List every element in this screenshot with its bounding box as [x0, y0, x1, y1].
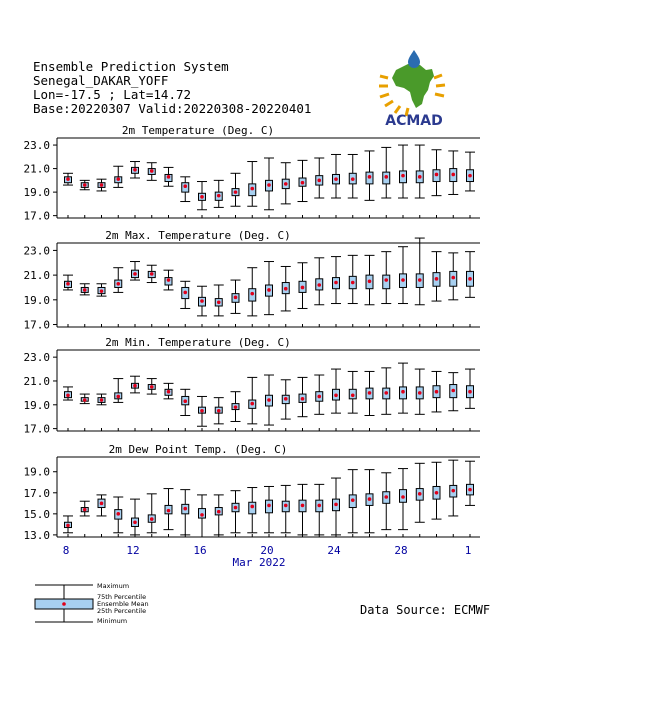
mean-marker	[451, 389, 455, 393]
system-title: Ensemble Prediction System	[33, 59, 229, 74]
mean-marker	[418, 492, 422, 496]
mean-marker	[267, 183, 271, 187]
y-tick-label: 21.0	[23, 374, 50, 388]
mean-marker	[234, 405, 238, 409]
mean-marker	[133, 168, 137, 172]
x-tick-label: 20	[260, 544, 274, 557]
mean-marker	[150, 385, 154, 389]
mean-marker	[351, 393, 355, 397]
legend-maximum: Maximum	[97, 582, 130, 590]
mean-marker	[116, 177, 120, 181]
mean-marker	[368, 175, 372, 179]
mean-marker	[217, 510, 221, 514]
mean-marker	[334, 393, 338, 397]
mean-marker	[284, 397, 288, 401]
x-tick-label: 28	[394, 544, 408, 557]
mean-marker	[200, 195, 204, 199]
legend-minimum: Minimum	[97, 617, 128, 625]
mean-marker	[284, 182, 288, 186]
mean-marker	[401, 390, 405, 394]
logo-text: ACMAD	[385, 113, 443, 128]
mean-marker	[66, 524, 70, 528]
station-name: Senegal_DAKAR_YOFF	[33, 73, 169, 88]
mean-marker	[351, 177, 355, 181]
mean-marker	[100, 289, 104, 293]
mean-marker	[267, 504, 271, 508]
mean-marker	[183, 291, 187, 295]
y-tick-label: 23.0	[23, 244, 50, 258]
y-tick-label: 19.0	[23, 465, 50, 479]
mean-marker	[401, 495, 405, 499]
x-tick-label: 16	[193, 544, 207, 557]
mean-marker	[334, 281, 338, 285]
station-coordinates: Lon=-17.5 ; Lat=14.72	[33, 87, 192, 102]
mean-marker	[150, 517, 154, 521]
mean-marker	[217, 409, 221, 413]
mean-marker	[301, 286, 305, 290]
mean-marker	[418, 175, 422, 179]
mean-marker	[234, 506, 238, 510]
mean-marker	[200, 299, 204, 303]
x-tick-label: 8	[62, 544, 70, 557]
mean-marker	[435, 390, 439, 394]
mean-marker	[100, 398, 104, 402]
mean-marker	[384, 278, 388, 282]
x-tick-label: 12	[126, 544, 140, 557]
mean-marker	[468, 277, 472, 281]
y-tick-label: 17.0	[23, 422, 50, 436]
mean-marker	[250, 505, 254, 509]
mean-marker	[167, 509, 171, 513]
mean-marker	[451, 276, 455, 280]
y-tick-label: 21.0	[23, 269, 50, 283]
mean-marker	[334, 177, 338, 181]
mean-marker	[435, 277, 439, 281]
y-tick-label: 19.0	[23, 293, 50, 307]
mean-marker	[301, 181, 305, 185]
y-tick-label: 21.0	[23, 162, 50, 176]
mean-marker	[116, 395, 120, 399]
y-tick-label: 15.0	[23, 507, 50, 521]
panel-title: 2m Min. Temperature (Deg. C)	[105, 336, 291, 349]
mean-marker	[133, 272, 137, 276]
mean-marker	[368, 497, 372, 501]
mean-marker	[351, 281, 355, 285]
y-tick-label: 13.0	[23, 528, 50, 542]
mean-marker	[83, 508, 87, 512]
legend-mean: Ensemble Mean	[97, 600, 149, 608]
mean-marker	[116, 282, 120, 286]
mean-marker	[200, 513, 204, 517]
mean-marker	[468, 390, 472, 394]
mean-marker	[183, 507, 187, 511]
mean-marker	[250, 402, 254, 406]
y-tick-label: 17.0	[23, 209, 50, 223]
mean-marker	[301, 397, 305, 401]
mean-marker	[435, 173, 439, 177]
legend-p25: 25th Percentile	[97, 607, 147, 615]
x-tick-label: 24	[327, 544, 341, 557]
mean-marker	[217, 300, 221, 304]
y-tick-label: 19.0	[23, 398, 50, 412]
mean-marker	[468, 488, 472, 492]
mean-marker	[133, 384, 137, 388]
x-tick-label: 1	[464, 544, 472, 557]
mean-marker	[200, 409, 204, 413]
mean-marker	[267, 398, 271, 402]
mean-marker	[317, 179, 321, 183]
mean-marker	[183, 184, 187, 188]
mean-marker	[100, 183, 104, 187]
mean-marker	[384, 495, 388, 499]
mean-marker	[317, 504, 321, 508]
mean-marker	[418, 391, 422, 395]
mean-marker	[368, 391, 372, 395]
mean-marker	[66, 282, 70, 286]
mean-marker	[384, 391, 388, 395]
y-tick-label: 17.0	[23, 486, 50, 500]
mean-marker	[100, 502, 104, 506]
mean-marker	[133, 520, 137, 524]
mean-marker	[167, 390, 171, 394]
mean-marker	[401, 174, 405, 178]
x-axis-title: Mar 2022	[232, 556, 286, 569]
mean-marker	[334, 503, 338, 507]
mean-marker	[317, 395, 321, 399]
mean-marker	[83, 183, 87, 187]
mean-marker	[368, 279, 372, 283]
mean-marker	[418, 278, 422, 282]
iqr-box	[383, 275, 390, 289]
panel-title: 2m Temperature (Deg. C)	[121, 124, 275, 137]
mean-marker	[234, 190, 238, 194]
y-tick-label: 23.0	[23, 351, 50, 365]
mean-marker	[66, 393, 70, 397]
forecast-dates: Base:20220307 Valid:20220308-20220401	[33, 101, 312, 116]
mean-marker	[267, 288, 271, 292]
mean-marker	[301, 504, 305, 508]
mean-marker	[451, 173, 455, 177]
y-tick-label: 23.0	[23, 139, 50, 153]
legend-p75: 75th Percentile	[97, 593, 147, 601]
mean-marker	[116, 512, 120, 516]
panel-title: 2m Dew Point Temp. (Deg. C)	[108, 443, 288, 456]
panel-title: 2m Max. Temperature (Deg. C)	[105, 229, 291, 242]
mean-marker	[451, 489, 455, 493]
mean-marker	[167, 278, 171, 282]
mean-marker	[401, 278, 405, 282]
mean-marker	[284, 504, 288, 508]
mean-marker	[250, 187, 254, 191]
mean-marker	[234, 296, 238, 300]
y-tick-label: 19.0	[23, 186, 50, 200]
mean-marker	[435, 491, 439, 495]
mean-marker	[150, 169, 154, 173]
mean-marker	[384, 175, 388, 179]
mean-marker	[66, 177, 70, 181]
y-tick-label: 17.0	[23, 318, 50, 332]
mean-marker	[250, 292, 254, 296]
mean-marker	[167, 175, 171, 179]
mean-marker	[284, 287, 288, 291]
mean-marker	[317, 283, 321, 287]
mean-marker	[468, 174, 472, 178]
data-source: Data Source: ECMWF	[360, 603, 491, 617]
mean-marker	[83, 398, 87, 402]
mean-marker	[83, 288, 87, 292]
mean-marker	[351, 498, 355, 502]
mean-marker	[217, 194, 221, 198]
mean-marker	[150, 272, 154, 276]
mean-marker	[183, 399, 187, 403]
